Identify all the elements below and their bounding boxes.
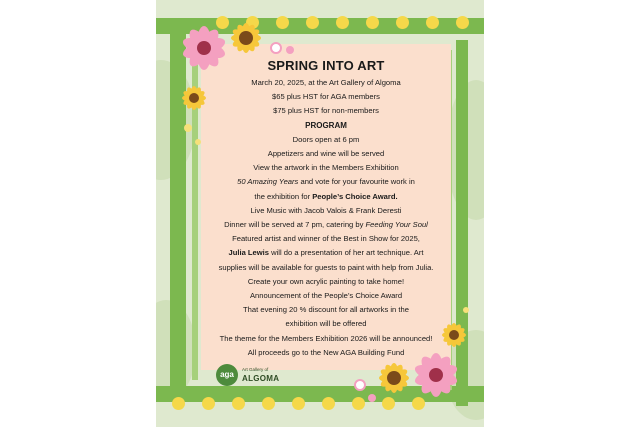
program-featured: Featured artist and winner of the Best in Show for 2025, — [232, 234, 420, 244]
sunflower-icon — [231, 23, 262, 54]
decor-dot — [202, 397, 215, 410]
pink-flower-icon — [413, 352, 460, 397]
flower-cluster-top-left — [164, 20, 314, 160]
decor-dot — [456, 16, 469, 29]
decor-dot — [336, 16, 349, 29]
decor-dot — [426, 16, 439, 29]
sunflower-icon — [442, 323, 467, 348]
award-prefix: the exhibition for — [254, 191, 313, 201]
program-doors: Doors open at 6 pm — [292, 134, 360, 144]
event-poster — [156, 0, 484, 427]
program-music: Live Music with Jacob Valois & Frank Deresti — [250, 205, 402, 215]
artist-text: will do a presentation of her art technique. Art — [269, 248, 424, 258]
member-price-line: $65 plus HST for AGA members — [272, 92, 380, 102]
sunflower-icon — [182, 86, 207, 111]
decor-dot — [322, 397, 335, 410]
program-vote-line — [201, 175, 451, 189]
program-create: Create your own acrylic painting to take home! — [247, 276, 405, 286]
pink-flower-icon — [181, 25, 228, 70]
program-view-artwork: View the artwork in the Members Exhibition — [253, 163, 399, 173]
program-artist-line — [201, 246, 451, 260]
exhibition-name: 50 Amazing Years — [237, 177, 299, 187]
program-appetizers: Appetizers and wine will be served — [267, 149, 385, 159]
program-proceeds: All proceeds go to the New AGA Building Fund — [247, 347, 405, 357]
program-discount-1: That evening 20 % discount for all artworks in the — [243, 305, 409, 315]
vote-text: and vote for your favourite work in — [298, 177, 415, 187]
program-supplies: supplies will be available for guests to paint with help from Julia. — [218, 262, 434, 272]
program-dinner-line — [201, 218, 451, 232]
award-name: People’s Choice Award. — [312, 191, 398, 201]
decor-dot — [292, 397, 305, 410]
aga-logo-name: ALGOMA — [242, 374, 280, 383]
decor-dot — [396, 16, 409, 29]
sunflower-icon — [379, 363, 410, 394]
program-theme: The theme for the Members Exhibition 2026 will be announced! — [219, 333, 433, 343]
program-heading: PROGRAM — [305, 120, 347, 130]
decor-dot — [232, 397, 245, 410]
aga-logo-mark: aga — [216, 364, 238, 386]
decor-dot — [262, 397, 275, 410]
dinner-text: Dinner will be served at 7 pm, catering by — [224, 220, 366, 230]
program-award-line — [201, 190, 451, 204]
nonmember-price-line: $75 plus HST for non-members — [273, 106, 379, 116]
poster-title: SPRING INTO ART — [267, 58, 385, 73]
program-announcement: Announcement of the People’s Choice Award — [249, 291, 403, 301]
event-date-line: March 20, 2025, at the Art Gallery of Algoma — [251, 78, 401, 87]
caterer-name: Feeding Your Soul — [365, 220, 428, 230]
aga-logo-subtitle: Art Gallery of — [242, 367, 269, 372]
flower-cluster-bottom-right — [336, 290, 484, 427]
decor-dot — [172, 397, 185, 410]
artist-name: Julia Lewis — [228, 248, 270, 258]
aga-logo — [216, 364, 306, 388]
program-discount-2: exhibition will be offered — [285, 319, 367, 329]
decor-dot — [366, 16, 379, 29]
